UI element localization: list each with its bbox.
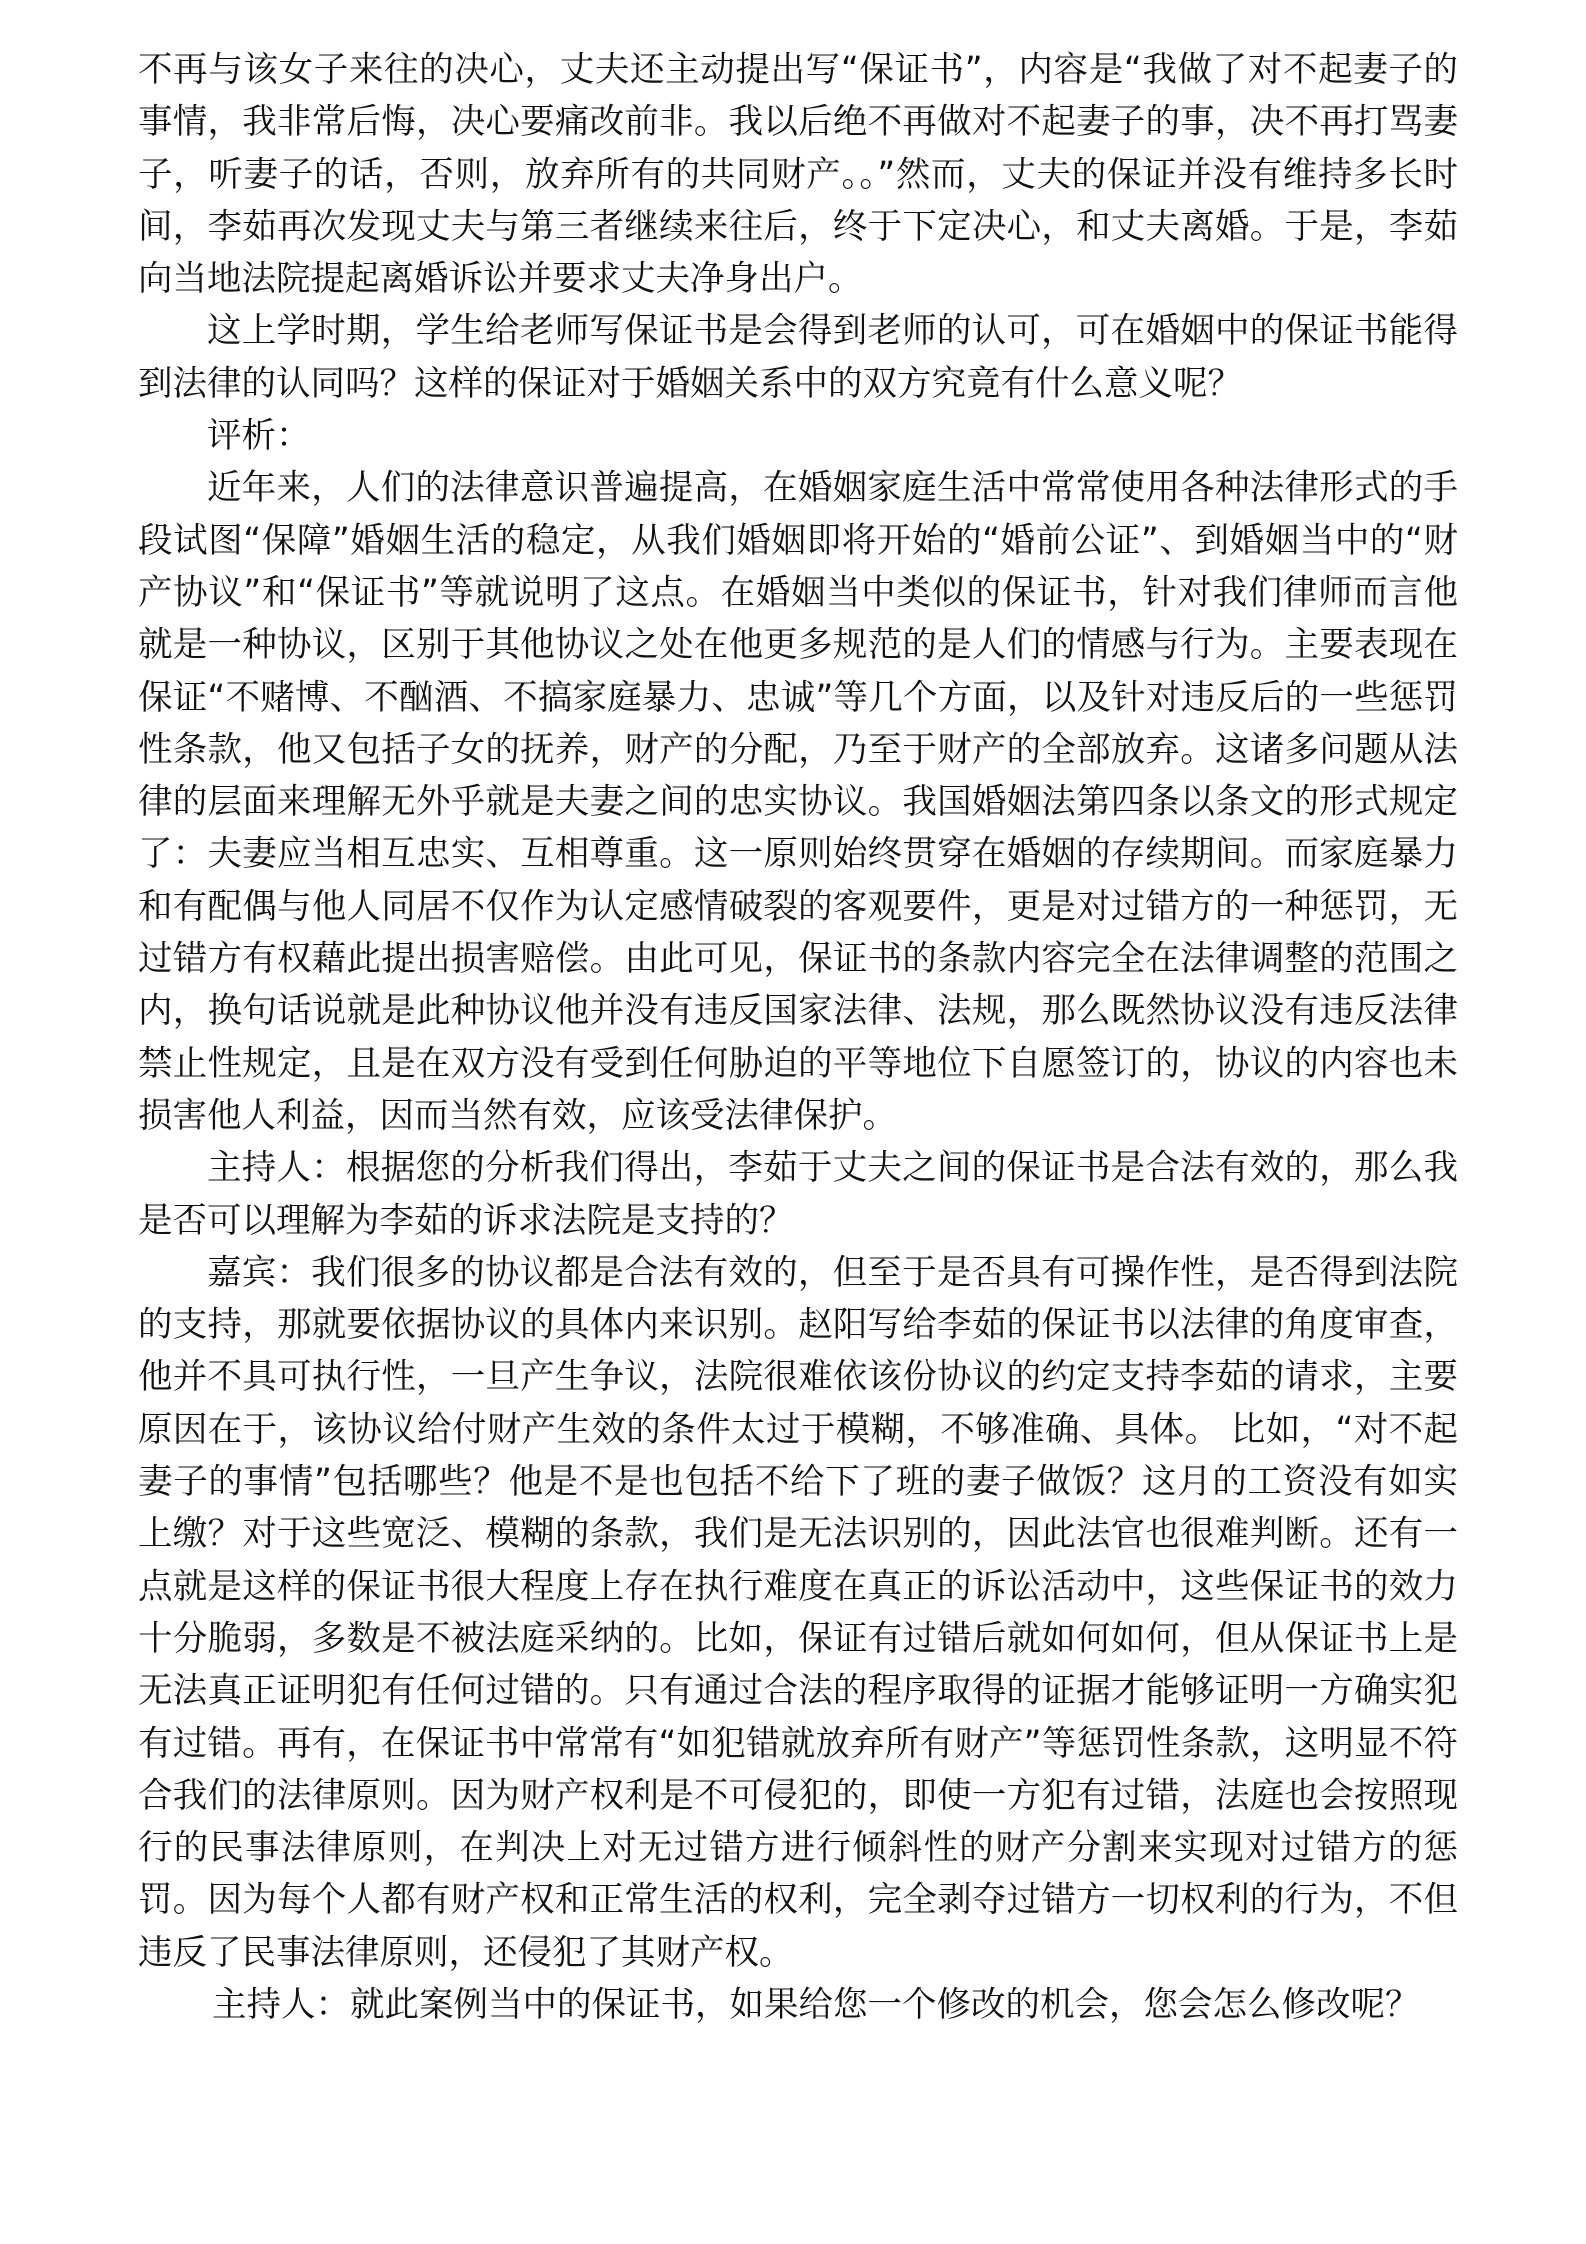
paragraph-host-question-2: 主持人：就此案例当中的保证书，如果给您一个修改的机会，您会怎么修改呢？ — [212, 1984, 1420, 2025]
paragraph-analysis-heading: 评析： — [207, 416, 311, 457]
paragraph-analysis-body: 近年来，人们的法律意识普遍提高，在婚姻家庭生活中常常使用各种法律形式的手段试图“保障”婚姻生活的稳定，从我们婚姻即将开始的“婚前公证”、到婚姻当中的“财产协议”和“保证书”等就说明了这点。在婚姻当中类似的保证书，针对我们律师而言他就是一种协议，区别于其他协议之处在他更多规范的是人们的情感与行为。主要表现在保证“不赌博、不酗酒、不搞家庭暴力、忠诚”等几个方面，以及针对违反后的一些惩罚性条款，他又包括子女的抚养，财产的分配，乃至于财产的全部放弃。这诸多问题从法律的层面来理解无外乎就是夫妻之间的忠实协议。我国婚姻法第四条以条文的形式规定了：夫妻应当相互忠实、互相尊重。这一原则始终贯穿在婚姻的存续期间。而家庭暴力和有配偶与他人同居不仅作为认定感情破裂的客观要件，更是对过错方的一种惩罚，无过错方有权藉此提出损害赔偿。由此可见，保证书的条款内容完全在法律调整的范围之内，换句话说就是此种协议他并没有违反国家法律、法规，那么既然协议没有违反法律禁止性规定，且是在双方没有受到任何胁迫的平等地位下自愿签订的，协议的内容也未损害他人利益，因而当然有效，应该受法律保护。 — [138, 468, 1458, 1136]
paragraph-question: 这上学时期，学生给老师写保证书是会得到老师的认可，可在婚姻中的保证书能得到法律的认同吗？这样的保证对于婚姻关系中的双方究竟有什么意义呢？ — [138, 311, 1458, 404]
document-page — [138, 44, 1458, 2031]
paragraph-guest-answer: 嘉宾：我们很多的协议都是合法有效的，但至于是否具有可操作性，是否得到法院的支持，那就要依据协议的具体内来识别。赵阳写给李茹的保证书以法律的角度审查，他并不具可执行性，一旦产生争议，法院很难依该份协议的约定支持李茹的请求，主要原因在于，该协议给付财产生效的条件太过于模糊，不够准确、具体。 比如，“对不起妻子的事情”包括哪些？他是不是也包括不给下了班的妻子做饭？这月的工资没有如实上缴？对于这些宽泛、模糊的条款，我们是无法识别的，因此法官也很难判断。还有一点就是这样的保证书很大程度上存在执行难度在真正的诉讼活动中，这些保证书的效力十分脆弱，多数是不被法庭采纳的。比如，保证有过错后就如何如何，但从保证书上是无法真正证明犯有任何过错的。只有通过合法的程序取得的证据才能够证明一方确实犯有过错。再有，在保证书中常常有“如犯错就放弃所有财产”等惩罚性条款，这明显不符合我们的法律原则。因为财产权利是不可侵犯的，即使一方犯有过错，法庭也会按照现行的民事法律原则，在判决上对无过错方进行倾斜性的财产分割来实现对过错方的惩罚。因为每个人都有财产权和正常生活的权利，完全剥夺过错方一切权利的行为，不但违反了民事法律原则，还侵犯了其财产权。 — [138, 1252, 1458, 1973]
paragraph-guarantee-content: 不再与该女子来往的决心，丈夫还主动提出写“保证书”，内容是“我做了对不起妻子的事情，我非常后悔，决心要痛改前非。我以后绝不再做对不起妻子的事，决不再打骂妻子，听妻子的话，否则，放弃所有的共同财产。。”然而，丈夫的保证并没有维持多长时间，李茹再次发现丈夫与第三者继续来往后，终于下定决心，和丈夫离婚。于是，李茹向当地法院提起离婚诉讼并要求丈夫净身出户。 — [138, 50, 1458, 300]
paragraph-host-question-1: 主持人：根据您的分析我们得出，李茹于丈夫之间的保证书是合法有效的，那么我是否可以理解为李茹的诉求法院是支持的？ — [138, 1148, 1458, 1241]
